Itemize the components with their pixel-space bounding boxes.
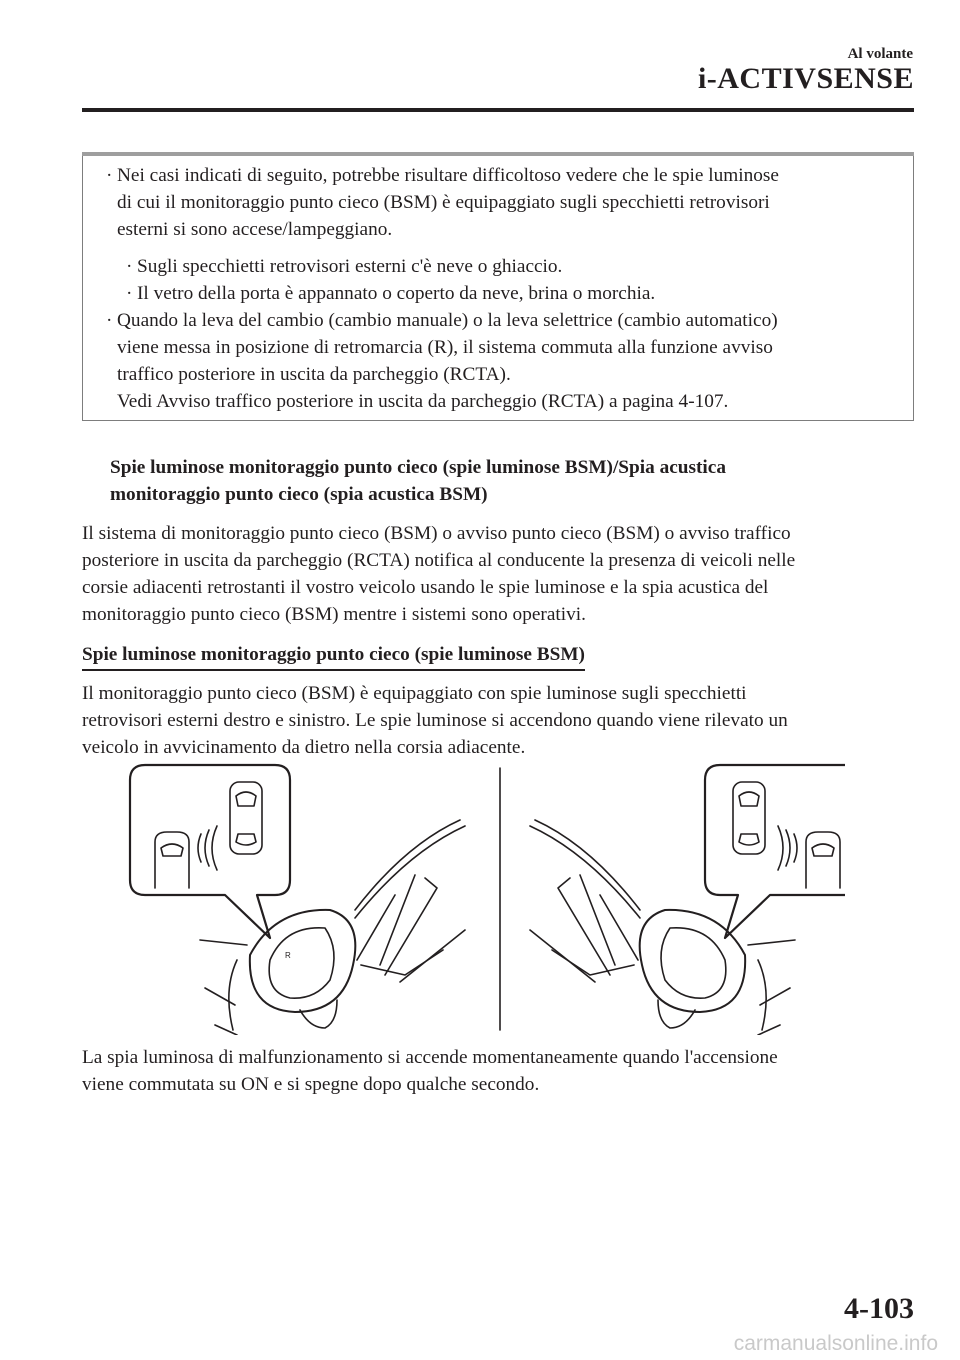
bullet-dot: · (126, 283, 133, 304)
note-line: Nei casi indicati di seguito, potrebbe risultare difficoltoso vedere che le spie luminose (117, 165, 779, 186)
right-warning-arcs-icon (778, 826, 797, 870)
left-car-icon-large (230, 782, 262, 854)
paragraph-line: Il monitoraggio punto cieco (BSM) è equipaggiato con spie luminose sugli specchietti (82, 683, 747, 704)
paragraph-line: monitoraggio punto cieco (BSM) mentre i sistemi sono operativi. (82, 604, 586, 625)
watermark: carmanualsonline.info (733, 1332, 938, 1355)
right-callout-bubble (705, 765, 845, 938)
paragraph-line: Il sistema di monitoraggio punto cieco (BSM) o avviso punto cieco (BSM) o avviso traffico (82, 523, 791, 544)
svg-text:R: R (285, 951, 291, 960)
note-box (82, 152, 914, 421)
note-line: Quando la leva del cambio (cambio manuale) o la leva selettrice (cambio automatico) (117, 310, 778, 331)
note-line: viene messa in posizione di retromarcia (R), il sistema commuta alla funzione avviso (117, 337, 773, 358)
left-side-mirror (229, 910, 355, 1030)
header-title: i-ACTIVSENSE (697, 62, 914, 95)
header-rule (82, 108, 914, 112)
note-line: di cui il monitoraggio punto cieco (BSM) è equipaggiato sugli specchietti retrovisori (117, 192, 770, 213)
right-car-icon-small (806, 832, 840, 888)
left-car-icon-small (155, 832, 189, 888)
bullet-dot: · (106, 310, 113, 331)
note-line: Vedi Avviso traffico posteriore in uscita da parcheggio (RCTA) a pagina 4-107. (117, 391, 729, 412)
paragraph-line: retrovisori esterni destro e sinistro. Le spie luminose si accendono quando viene rilevato un (82, 710, 788, 731)
bullet-dot: · (106, 165, 113, 186)
bsm-mirror-illustration (125, 760, 845, 1035)
paragraph-line: La spia luminosa di malfunzionamento si accende momentaneamente quando l'accensione (82, 1047, 778, 1068)
right-pillar-lines (530, 820, 640, 982)
paragraph-line: posteriore in uscita da parcheggio (RCTA) notifica al conducente la presenza di veicoli nelle (82, 550, 796, 571)
left-callout-bubble (130, 765, 290, 938)
paragraph-line: corsie adiacenti retrostanti il vostro veicolo usando le spie luminose e la spia acustica del (82, 577, 769, 598)
right-side-mirror (640, 910, 766, 1030)
right-car-icon-large (733, 782, 765, 854)
bullet-dot: · (126, 256, 133, 277)
left-pillar-lines (355, 820, 465, 982)
note-line: esterni si sono accese/lampeggiano. (117, 219, 393, 240)
note-line: traffico posteriore in uscita da parcheggio (RCTA). (117, 364, 511, 385)
section-heading-line: Spie luminose monitoraggio punto cieco (spie luminose BSM)/Spia acustica (110, 457, 726, 478)
page-number: 4-103 (844, 1292, 914, 1325)
note-box-top-shade (82, 152, 914, 156)
indicator-subheading: Spie luminose monitoraggio punto cieco (spie luminose BSM) (82, 641, 585, 671)
section-heading-line: monitoraggio punto cieco (spia acustica BSM) (110, 484, 488, 505)
left-warning-arcs-icon (198, 826, 217, 870)
paragraph-line: viene commutata su ON e si spegne dopo qualche secondo. (82, 1074, 540, 1095)
left-mirror-diagram (130, 765, 465, 1035)
right-mirror-diagram (530, 765, 845, 1035)
note-line: Il vetro della porta è appannato o coperto da neve, brina o morchia. (137, 283, 656, 304)
paragraph-line: veicolo in avvicinamento da dietro nella corsia adiacente. (82, 737, 526, 758)
note-line: Sugli specchietti retrovisori esterni c'è neve o ghiaccio. (137, 256, 563, 277)
header-section-label: Al volante (847, 46, 913, 62)
